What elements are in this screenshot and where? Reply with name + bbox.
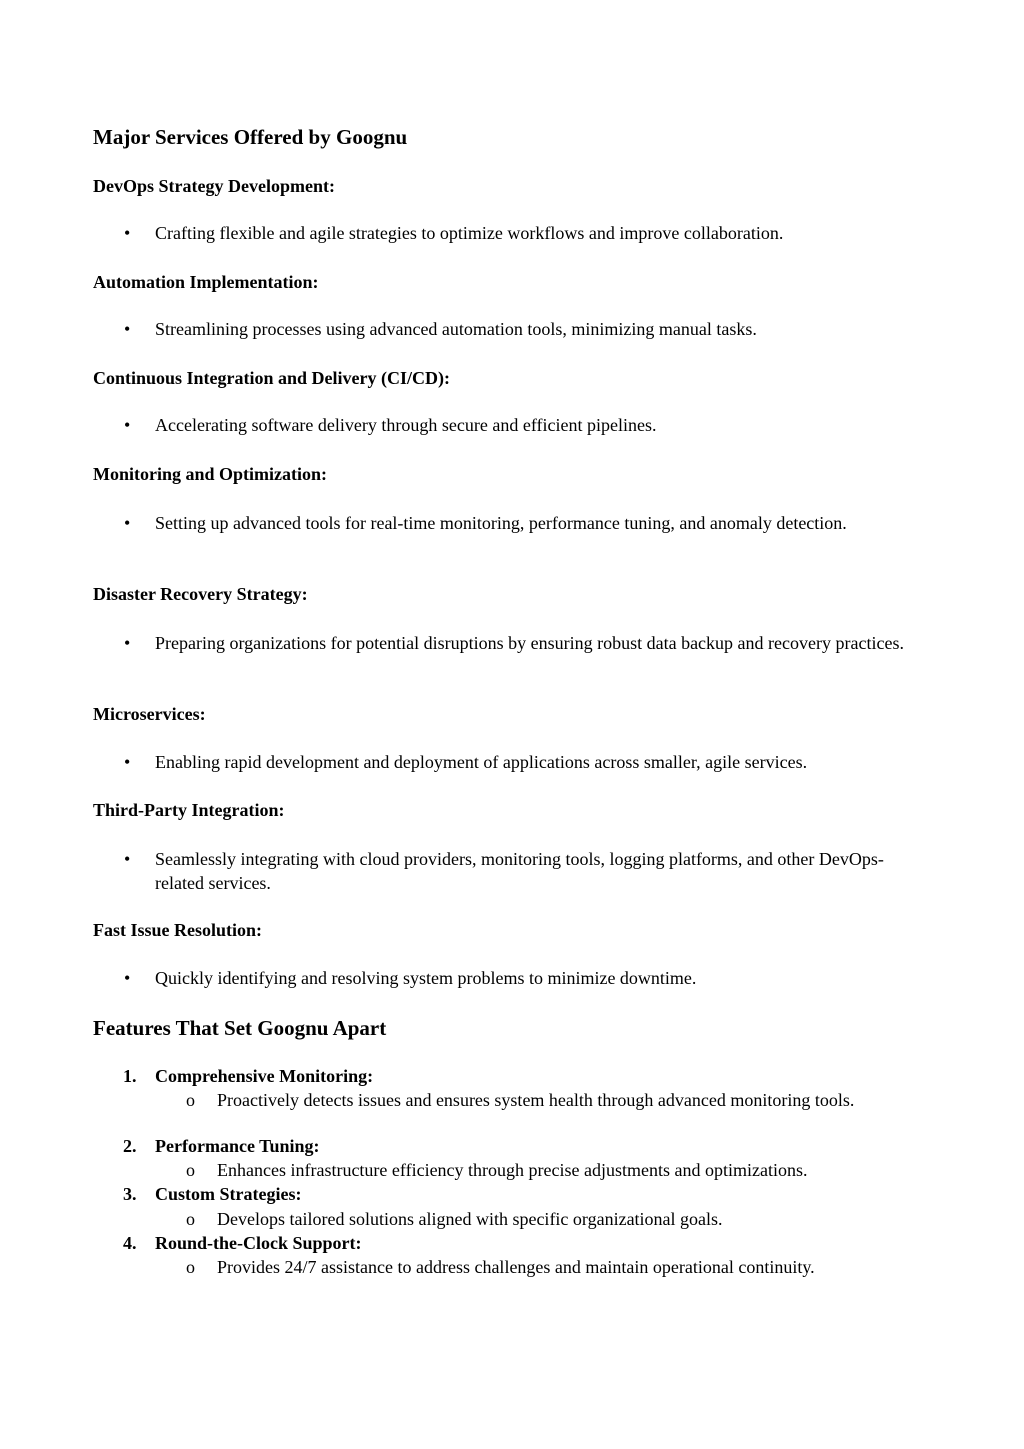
list-item bbox=[93, 631, 933, 679]
feature-title: Custom Strategies: bbox=[155, 1184, 302, 1204]
list-item bbox=[93, 511, 933, 559]
service-title-third-party: Third-Party Integration: bbox=[93, 800, 285, 820]
bullet-icon: • bbox=[124, 633, 131, 653]
list-item bbox=[93, 317, 933, 341]
list-number: 2. bbox=[123, 1136, 137, 1156]
feature-description: Enhances infrastructure efficiency through precise adjustments and optimizations. bbox=[217, 1160, 808, 1180]
bullet-icon: • bbox=[124, 319, 131, 339]
service-title-devops-strategy: DevOps Strategy Development: bbox=[93, 176, 335, 196]
list-number: 3. bbox=[123, 1184, 137, 1204]
feature-title: Performance Tuning: bbox=[155, 1136, 320, 1156]
service-description: Accelerating software delivery through secure and efficient pipelines. bbox=[155, 415, 657, 435]
service-title-issue-resolution: Fast Issue Resolution: bbox=[93, 920, 263, 940]
feature-item-4 bbox=[93, 1231, 933, 1255]
list-item bbox=[93, 413, 933, 437]
feature-title: Round-the-Clock Support: bbox=[155, 1233, 362, 1253]
service-description: Streamlining processes using advanced automation tools, minimizing manual tasks. bbox=[155, 319, 757, 339]
feature-title: Comprehensive Monitoring: bbox=[155, 1066, 374, 1086]
feature-description: Provides 24/7 assistance to address challenges and maintain operational continuity. bbox=[217, 1257, 815, 1277]
feature-detail-2 bbox=[93, 1158, 933, 1182]
feature-detail-4 bbox=[93, 1255, 933, 1279]
features-heading: Features That Set Goognu Apart bbox=[93, 1016, 387, 1040]
bullet-icon: • bbox=[124, 513, 131, 533]
bullet-icon: • bbox=[124, 752, 131, 772]
service-description: Crafting flexible and agile strategies to optimize workflows and improve collaboration. bbox=[155, 223, 784, 243]
feature-item-1 bbox=[93, 1064, 933, 1088]
bullet-icon: • bbox=[124, 223, 131, 243]
list-item bbox=[93, 221, 933, 245]
feature-description: Proactively detects issues and ensures system health through advanced monitoring tools. bbox=[217, 1090, 855, 1110]
feature-detail-3 bbox=[93, 1207, 933, 1231]
service-description: Setting up advanced tools for real-time monitoring, performance tuning, and anomaly detection. bbox=[155, 513, 847, 533]
services-heading: Major Services Offered by Goognu bbox=[93, 125, 408, 149]
sub-bullet-icon: o bbox=[186, 1257, 195, 1277]
list-item bbox=[93, 847, 933, 895]
sub-bullet-icon: o bbox=[186, 1209, 195, 1229]
service-description: Preparing organizations for potential disruptions by ensuring robust data backup and recovery practices. bbox=[155, 633, 904, 653]
service-title-monitoring: Monitoring and Optimization: bbox=[93, 464, 328, 484]
feature-item-2 bbox=[93, 1134, 933, 1158]
list-number: 1. bbox=[123, 1066, 137, 1086]
sub-bullet-icon: o bbox=[186, 1160, 195, 1180]
service-title-microservices: Microservices: bbox=[93, 704, 206, 724]
list-item bbox=[93, 966, 933, 990]
feature-detail-1 bbox=[93, 1088, 933, 1136]
bullet-icon: • bbox=[124, 968, 131, 988]
service-description: Enabling rapid development and deployment of applications across smaller, agile services. bbox=[155, 752, 808, 772]
service-title-cicd: Continuous Integration and Delivery (CI/CD): bbox=[93, 368, 451, 388]
sub-bullet-icon: o bbox=[186, 1090, 195, 1110]
list-item bbox=[93, 750, 933, 774]
service-title-automation: Automation Implementation: bbox=[93, 272, 319, 292]
list-number: 4. bbox=[123, 1233, 137, 1253]
service-description: Seamlessly integrating with cloud providers, monitoring tools, logging platforms, and other DevOps-related services. bbox=[155, 849, 884, 893]
service-description: Quickly identifying and resolving system problems to minimize downtime. bbox=[155, 968, 697, 988]
feature-item-3 bbox=[93, 1182, 933, 1206]
bullet-icon: • bbox=[124, 849, 131, 869]
feature-description: Develops tailored solutions aligned with specific organizational goals. bbox=[217, 1209, 723, 1229]
bullet-icon: • bbox=[124, 415, 131, 435]
service-title-disaster-recovery: Disaster Recovery Strategy: bbox=[93, 584, 308, 604]
